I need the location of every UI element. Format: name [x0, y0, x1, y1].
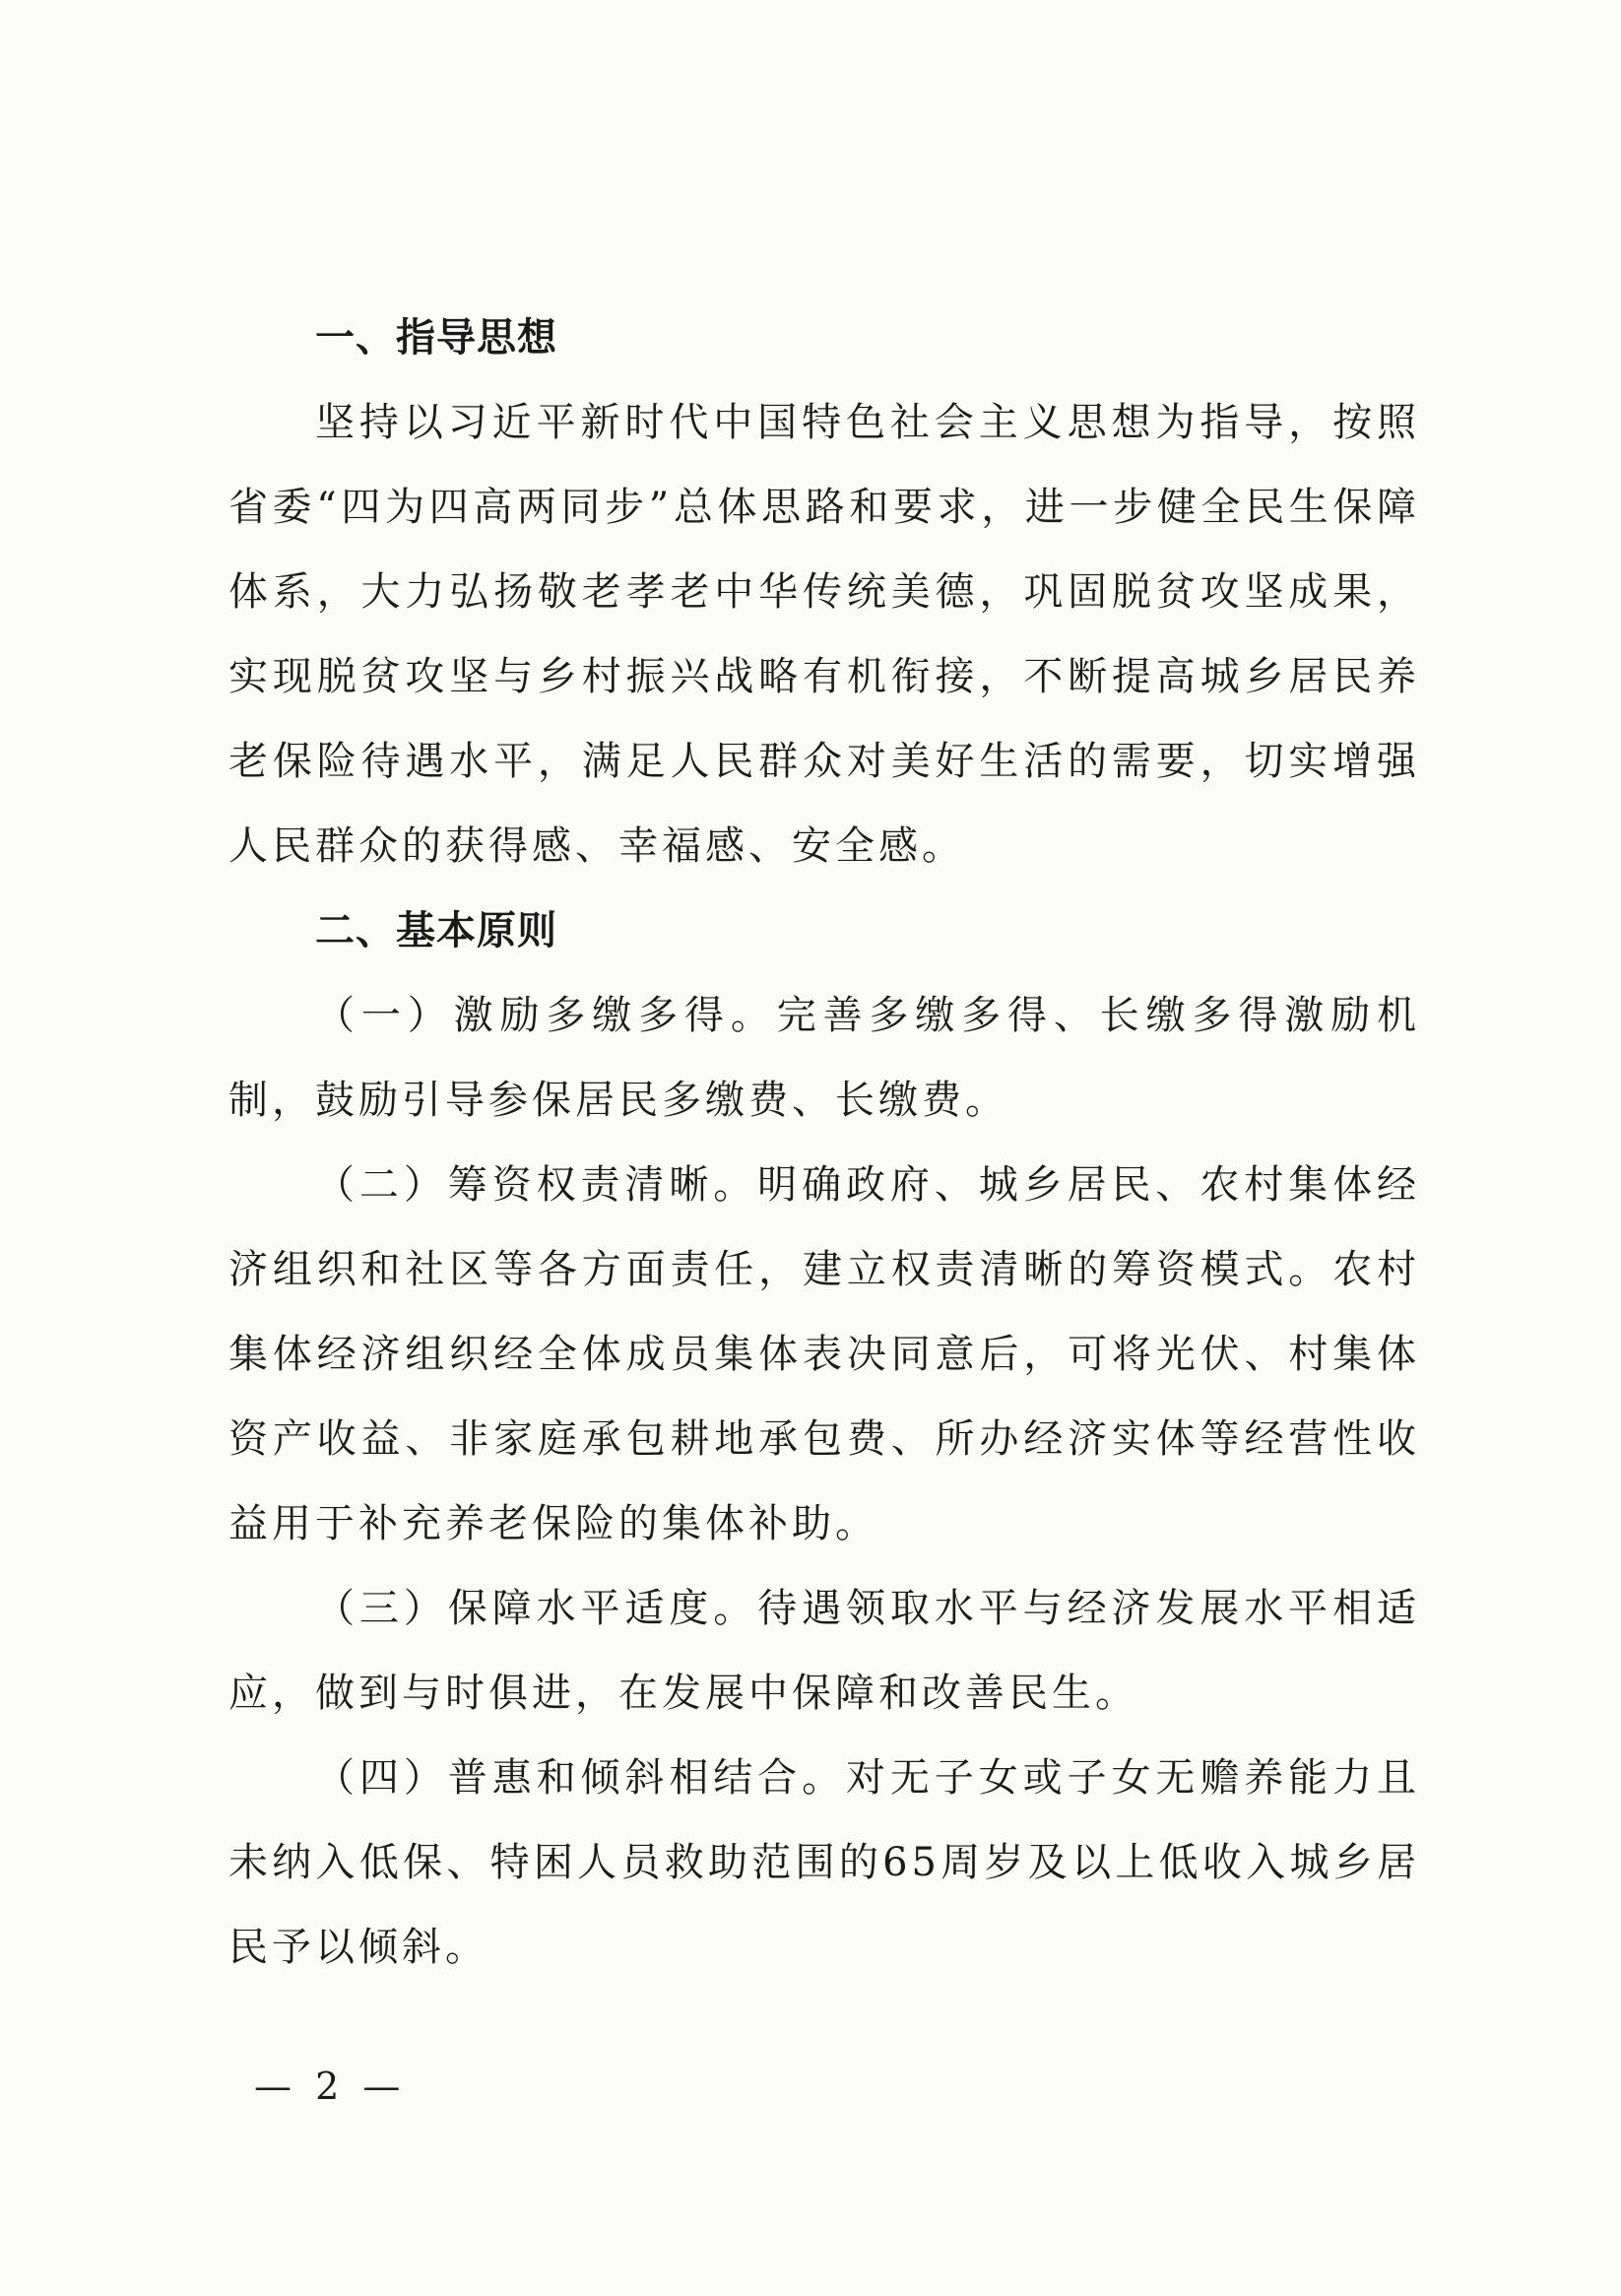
paragraph-principle-4: （四）普惠和倾斜相结合。对无子女或子女无赡养能力且未纳入低保、特困人员救助范围的65周岁及以上低收入城乡居民予以倾斜。 — [228, 1755, 1420, 1970]
page-number: — 2 — — [254, 2065, 407, 2108]
paragraph-guiding-ideology: 坚持以习近平新时代中国特色社会主义思想为指导，按照省委“四为四高两同步”总体思路和要求，进一步健全民生保障体系，大力弘扬敬老孝老中华传统美德，巩固脱贫攻坚成果，实现脱贫攻坚与乡村振兴战略有机衔接，不断提高城乡居民养老保险待遇水平，满足人民群众对美好生活的需要，切实增强人民群众的获得感、幸福感、安全感。 — [228, 400, 1420, 869]
section-heading-basic-principles: 二、基本原则 — [315, 908, 557, 953]
paragraph-principle-2: （二）筹资权责清晰。明确政府、城乡居民、农村集体经济组织和社区等各方面责任，建立权责清晰的筹资模式。农村集体经济组织经全体成员集体表决同意后，可将光伏、村集体资产收益、非家庭承包耕地承包费、所办经济实体等经营性收益用于补充养老保险的集体补助。 — [228, 1162, 1420, 1546]
document-body — [228, 295, 1420, 1990]
section-heading-guiding-ideology: 一、指导思想 — [315, 315, 557, 361]
paragraph-principle-1: （一）激励多缴多得。完善多缴多得、长缴多得激励机制，鼓励引导参保居民多缴费、长缴费。 — [228, 993, 1420, 1123]
paragraph-principle-3: （三）保障水平适度。待遇领取水平与经济发展水平相适应，做到与时俱进，在发展中保障和改善民生。 — [228, 1586, 1420, 1716]
